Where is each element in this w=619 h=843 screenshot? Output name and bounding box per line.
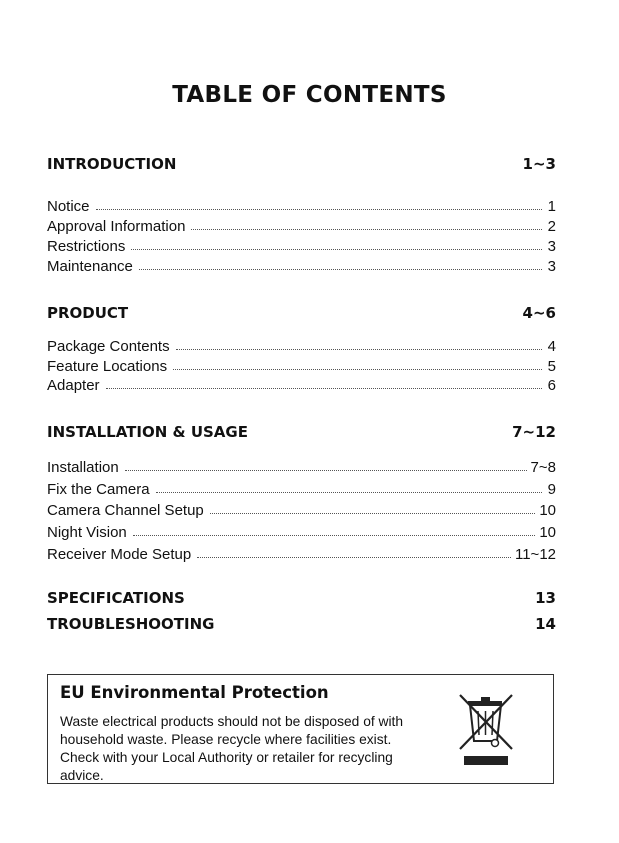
entry-page: 3 [547, 257, 556, 275]
dot-leader [191, 229, 542, 230]
entry-page: 7~8 [530, 458, 556, 476]
entry-label: Package Contents [47, 337, 170, 355]
entry-label: Receiver Mode Setup [47, 545, 192, 563]
entry-label: Night Vision [47, 523, 127, 541]
entry-label: Approval Information [47, 217, 186, 235]
dot-leader [133, 535, 536, 536]
entry-label: Installation [47, 458, 119, 476]
entry-page: 2 [547, 217, 556, 235]
page-title: TABLE OF CONTENTS [172, 82, 447, 108]
entry-page: 6 [547, 376, 556, 394]
dot-leader [173, 369, 542, 370]
section-pages: 7~12 [512, 423, 556, 441]
toc-entry-fix-the-camera[interactable] [47, 479, 556, 499]
section-pages: 14 [535, 615, 556, 633]
eu-notice-text: Waste electrical products should not be disposed of with household waste. Please recycle where facilities exist. Check with your Local Authority or retailer for recycling advice. [60, 714, 404, 783]
dot-leader [156, 492, 542, 493]
toc-entry-installation[interactable] [47, 457, 556, 477]
section-heading: PRODUCT [47, 304, 129, 322]
section-specifications[interactable] [47, 588, 556, 608]
eu-environmental-notice [47, 674, 554, 784]
entry-page: 11~12 [514, 545, 556, 563]
dot-leader [176, 349, 542, 350]
entry-label: Notice [47, 197, 90, 215]
dot-leader [125, 470, 527, 471]
toc-entry-notice[interactable] [47, 196, 556, 216]
toc-entry-restrictions[interactable] [47, 236, 556, 256]
section-product[interactable] [47, 303, 556, 323]
entry-label: Fix the Camera [47, 480, 150, 498]
dot-leader [96, 209, 542, 210]
crossed-out-wheelie-bin-icon [454, 691, 518, 767]
toc-entry-approval-information[interactable] [47, 216, 556, 236]
section-heading: INTRODUCTION [47, 155, 177, 173]
section-installation-usage[interactable] [47, 422, 556, 442]
entry-page: 1 [547, 197, 556, 215]
entry-label: Restrictions [47, 237, 126, 255]
section-introduction[interactable] [47, 154, 556, 174]
section-troubleshooting[interactable] [47, 614, 556, 634]
toc-entry-camera-channel-setup[interactable] [47, 500, 556, 520]
dot-leader [139, 269, 542, 270]
entry-label: Adapter [47, 376, 100, 394]
entry-page: 10 [539, 501, 556, 519]
entry-label: Maintenance [47, 257, 133, 275]
entry-page: 9 [547, 480, 556, 498]
entry-page: 5 [547, 357, 556, 375]
section-heading: INSTALLATION & USAGE [47, 423, 248, 441]
toc-entry-package-contents[interactable] [47, 336, 556, 356]
entry-page: 4 [547, 337, 556, 355]
entry-page: 10 [539, 523, 556, 541]
dot-leader [131, 249, 542, 250]
section-heading: SPECIFICATIONS [47, 589, 185, 607]
toc-entry-night-vision[interactable] [47, 522, 556, 542]
section-pages: 4~6 [522, 304, 556, 322]
dot-leader [197, 557, 511, 558]
toc-entry-feature-locations[interactable] [47, 356, 556, 376]
dot-leader [106, 388, 542, 389]
section-pages: 1~3 [522, 155, 556, 173]
toc-entry-adapter[interactable] [47, 375, 556, 395]
dot-leader [210, 513, 536, 514]
entry-label: Feature Locations [47, 357, 168, 375]
entry-page: 3 [547, 237, 556, 255]
toc-entry-receiver-mode-setup[interactable] [47, 544, 556, 564]
section-pages: 13 [535, 589, 556, 607]
section-heading: TROUBLESHOOTING [47, 615, 215, 633]
entry-label: Camera Channel Setup [47, 501, 204, 519]
eu-notice-title: EU Environmental Protection [60, 683, 329, 702]
toc-entry-maintenance[interactable] [47, 256, 556, 276]
